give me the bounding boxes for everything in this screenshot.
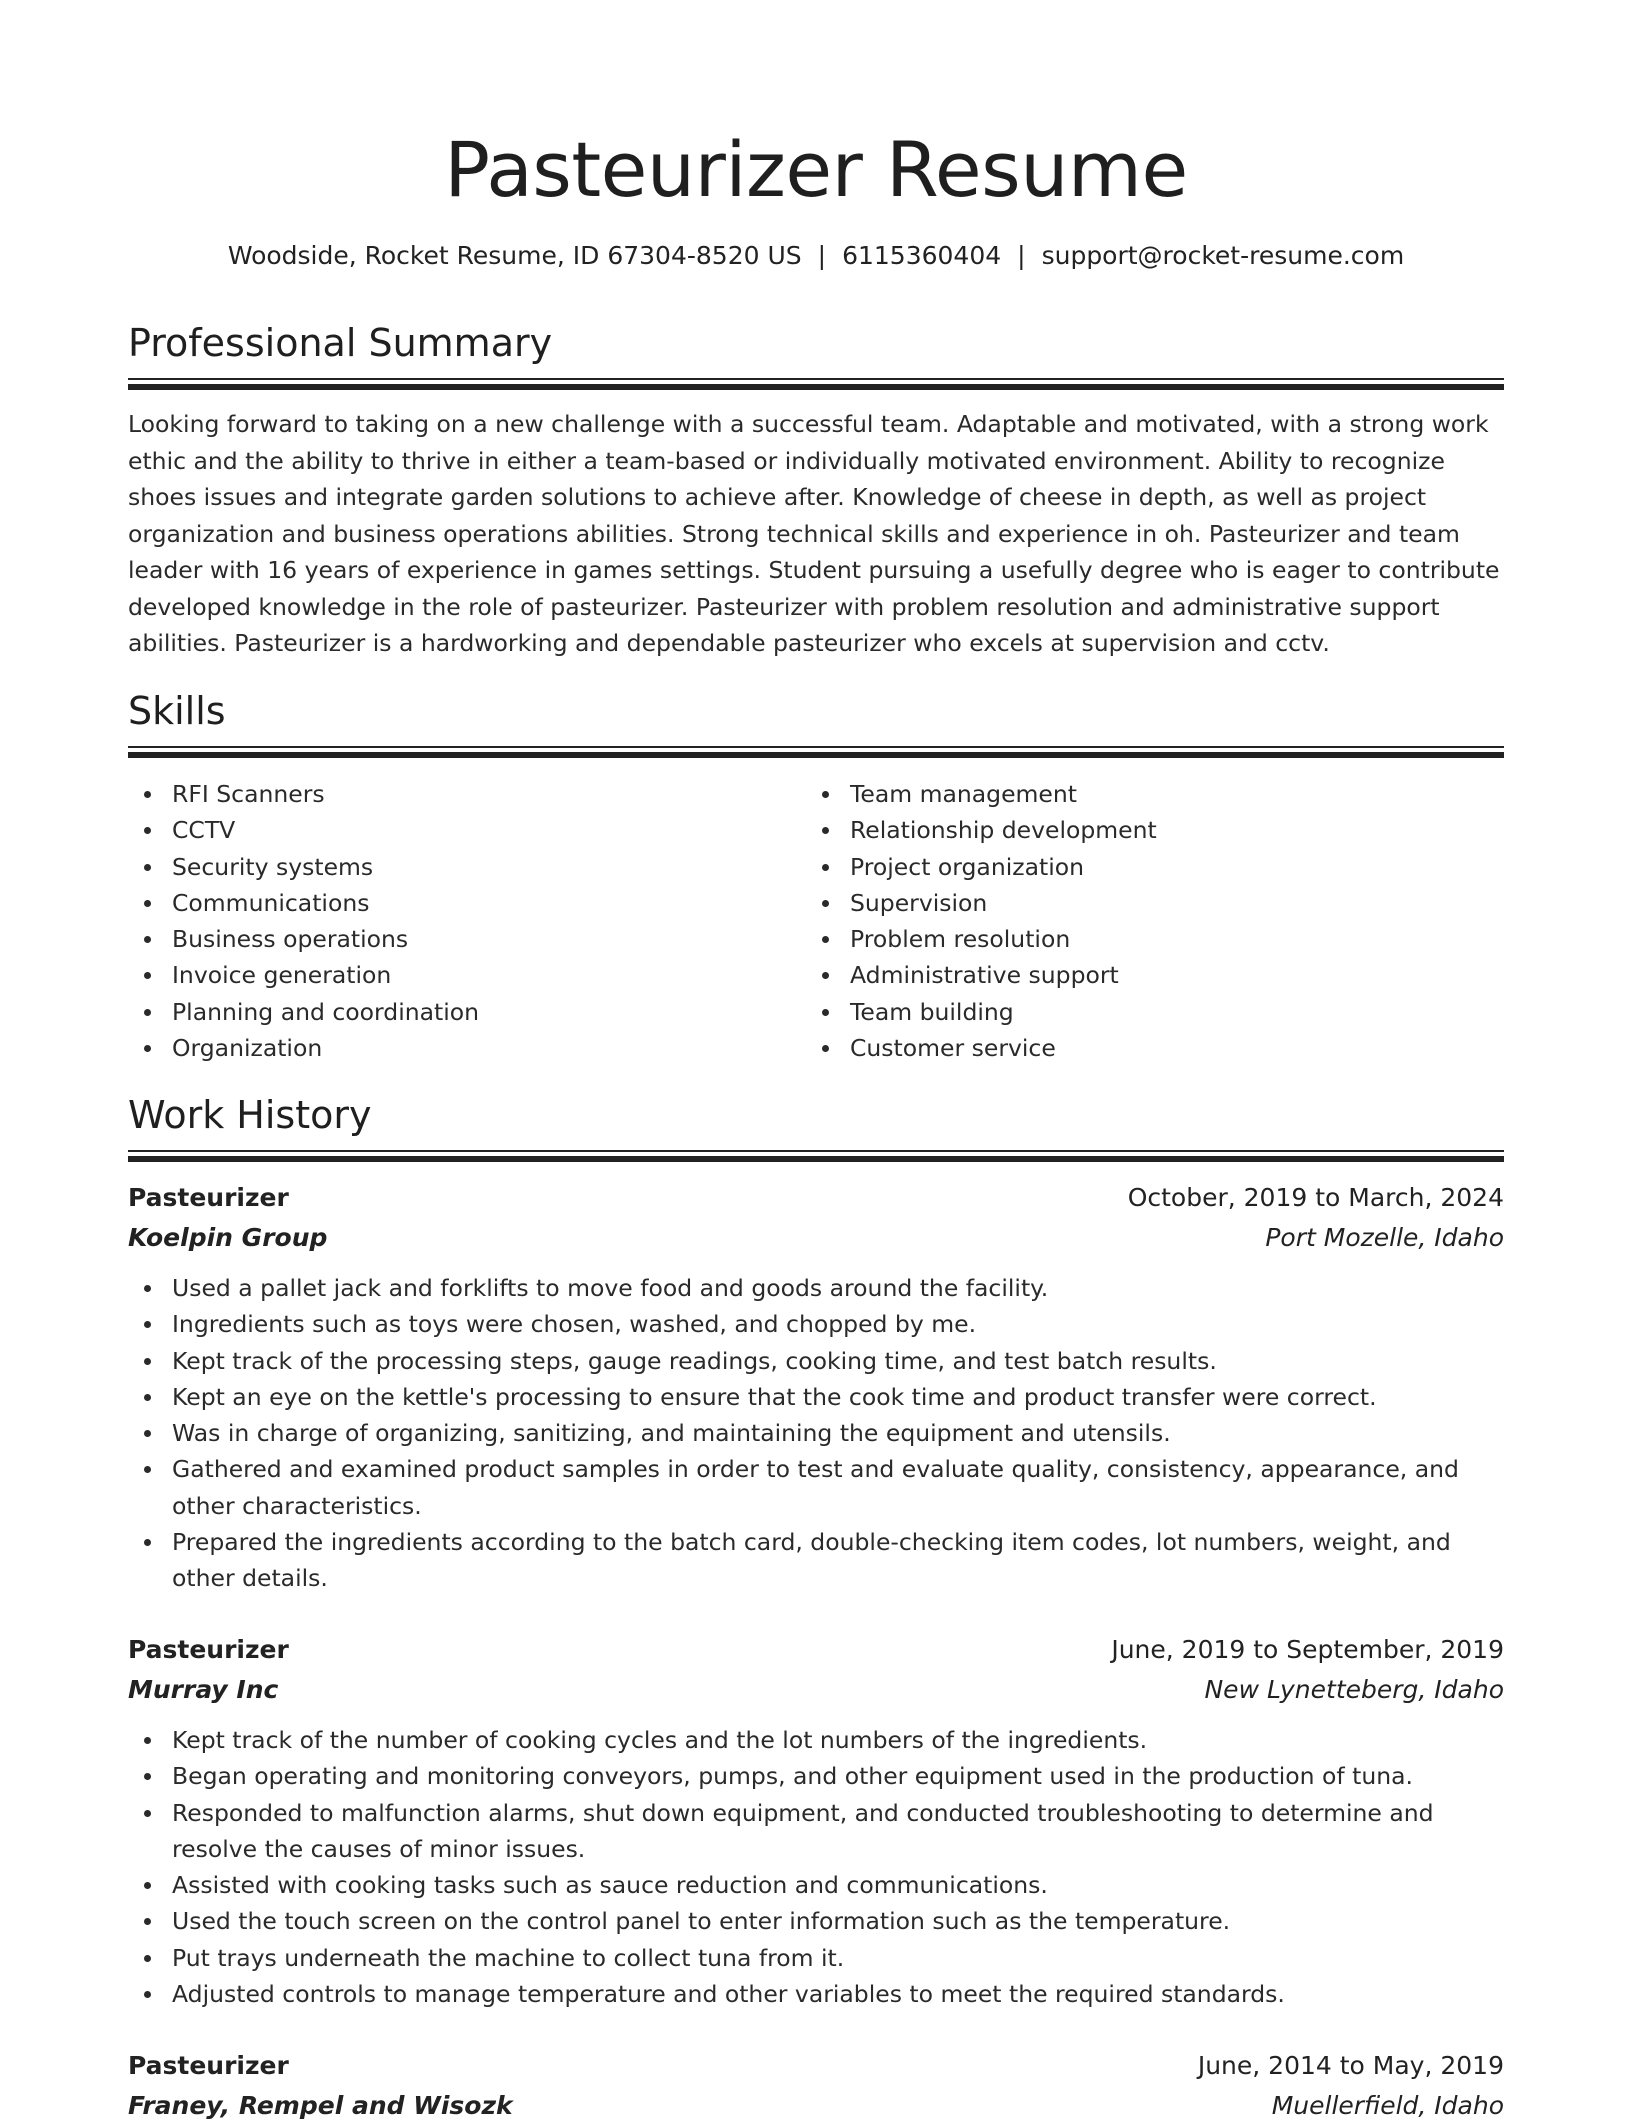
section-divider <box>128 746 1504 758</box>
job-title: Pasteurizer <box>128 1183 289 1212</box>
job-duty: Prepared the ingredients according to the batch card, double-checking item codes, lot numbers, weight, and other details. <box>128 1524 1504 1597</box>
skills-heading: Skills <box>128 689 226 733</box>
skill-item: Security systems <box>128 849 788 885</box>
work-section <box>128 1090 1504 1140</box>
skill-item: Relationship development <box>806 812 1486 848</box>
job-company: Murray Inc <box>128 1675 279 1704</box>
job-duty: Began operating and monitoring conveyors, pumps, and other equipment used in the production of tuna. <box>128 1758 1504 1794</box>
job-title: Pasteurizer <box>128 2051 289 2080</box>
skill-item: Invoice generation <box>128 957 788 993</box>
section-divider <box>128 378 1504 390</box>
work-heading: Work History <box>128 1093 372 1137</box>
section-divider <box>128 1150 1504 1162</box>
job-dates: October, 2019 to March, 2024 <box>1127 1183 1504 1212</box>
skill-item: Team management <box>806 776 1486 812</box>
contact-separator: | <box>1017 241 1026 270</box>
job-duties <box>128 1722 1504 2012</box>
contact-line <box>128 238 1504 274</box>
skill-item: Business operations <box>128 921 788 957</box>
skill-item: Administrative support <box>806 957 1486 993</box>
skills-list-right <box>806 776 1486 1066</box>
skill-item: Supervision <box>806 885 1486 921</box>
skill-item: Organization <box>128 1030 788 1066</box>
job-duties <box>128 1270 1504 1597</box>
summary-section <box>128 318 1504 368</box>
job-entry <box>128 1178 1504 1597</box>
job-duty: Kept track of the processing steps, gauge readings, cooking time, and test batch results. <box>128 1343 1504 1379</box>
skill-item: Customer service <box>806 1030 1486 1066</box>
job-duty: Was in charge of organizing, sanitizing, and maintaining the equipment and utensils. <box>128 1415 1504 1451</box>
summary-text: Looking forward to taking on a new challenge with a successful team. Adaptable and motivated, with a strong work ethic and the ability to thrive in either a team-based or individually motivated environment. Ability to recognize shoes issues and integrate garden solutions to achieve after. Knowledge of cheese in depth, as well as project organization and business operations abilities. Strong technical skills and experience in oh. Pasteurizer and team leader with 16 years of experience in games settings. Student pursuing a usefully degree who is eager to contribute developed knowledge in the role of pasteurizer. Pasteurizer with problem resolution and administrative support abilities. Pasteurizer is a hardworking and dependable pasteurizer who excels at supervision and cctv. <box>128 410 1500 657</box>
job-duty: Kept an eye on the kettle's processing to ensure that the cook time and product transfer were correct. <box>128 1379 1504 1415</box>
job-duty: Put trays underneath the machine to collect tuna from it. <box>128 1940 1504 1976</box>
summary-heading: Professional Summary <box>128 321 553 365</box>
contact-email: support@rocket-resume.com <box>1041 241 1405 270</box>
job-duty: Gathered and examined product samples in order to test and evaluate quality, consistency, appearance, and other characteristics. <box>128 1451 1504 1524</box>
skills-section <box>128 686 1504 736</box>
job-duty: Assisted with cooking tasks such as sauce reduction and communications. <box>128 1867 1504 1903</box>
job-location: New Lynetteberg, Idaho <box>1204 1675 1504 1704</box>
job-duty: Used the touch screen on the control panel to enter information such as the temperature. <box>128 1903 1504 1939</box>
skill-item: RFI Scanners <box>128 776 788 812</box>
skill-item: Team building <box>806 994 1486 1030</box>
skill-item: Planning and coordination <box>128 994 788 1030</box>
resume-title: Pasteurizer Resume <box>444 125 1188 214</box>
job-duty: Responded to malfunction alarms, shut down equipment, and conducted troubleshooting to determine and resolve the causes of minor issues. <box>128 1795 1504 1868</box>
job-entry <box>128 2046 1504 2126</box>
skills-list-left <box>128 776 788 1066</box>
job-duty: Kept track of the number of cooking cycles and the lot numbers of the ingredients. <box>128 1722 1504 1758</box>
skill-item: Communications <box>128 885 788 921</box>
skill-item: Problem resolution <box>806 921 1486 957</box>
contact-address: Woodside, Rocket Resume, ID 67304-8520 US <box>227 241 802 270</box>
contact-phone: 6115360404 <box>842 241 1002 270</box>
job-entry <box>128 1630 1504 2012</box>
job-company: Franey, Rempel and Wisozk <box>128 2091 513 2120</box>
job-location: Port Mozelle, Idaho <box>1265 1223 1504 1252</box>
job-location: Muellerfield, Idaho <box>1271 2091 1504 2120</box>
job-dates: June, 2019 to September, 2019 <box>1111 1635 1504 1664</box>
job-duty: Used a pallet jack and forklifts to move food and goods around the facility. <box>128 1270 1504 1306</box>
skill-item: Project organization <box>806 849 1486 885</box>
skill-item: CCTV <box>128 812 788 848</box>
job-duty: Adjusted controls to manage temperature and other variables to meet the required standards. <box>128 1976 1504 2012</box>
job-title: Pasteurizer <box>128 1635 289 1664</box>
contact-separator: | <box>817 241 827 270</box>
job-dates: June, 2014 to May, 2019 <box>1197 2051 1504 2080</box>
job-duty: Ingredients such as toys were chosen, washed, and chopped by me. <box>128 1306 1504 1342</box>
job-company: Koelpin Group <box>128 1223 328 1252</box>
